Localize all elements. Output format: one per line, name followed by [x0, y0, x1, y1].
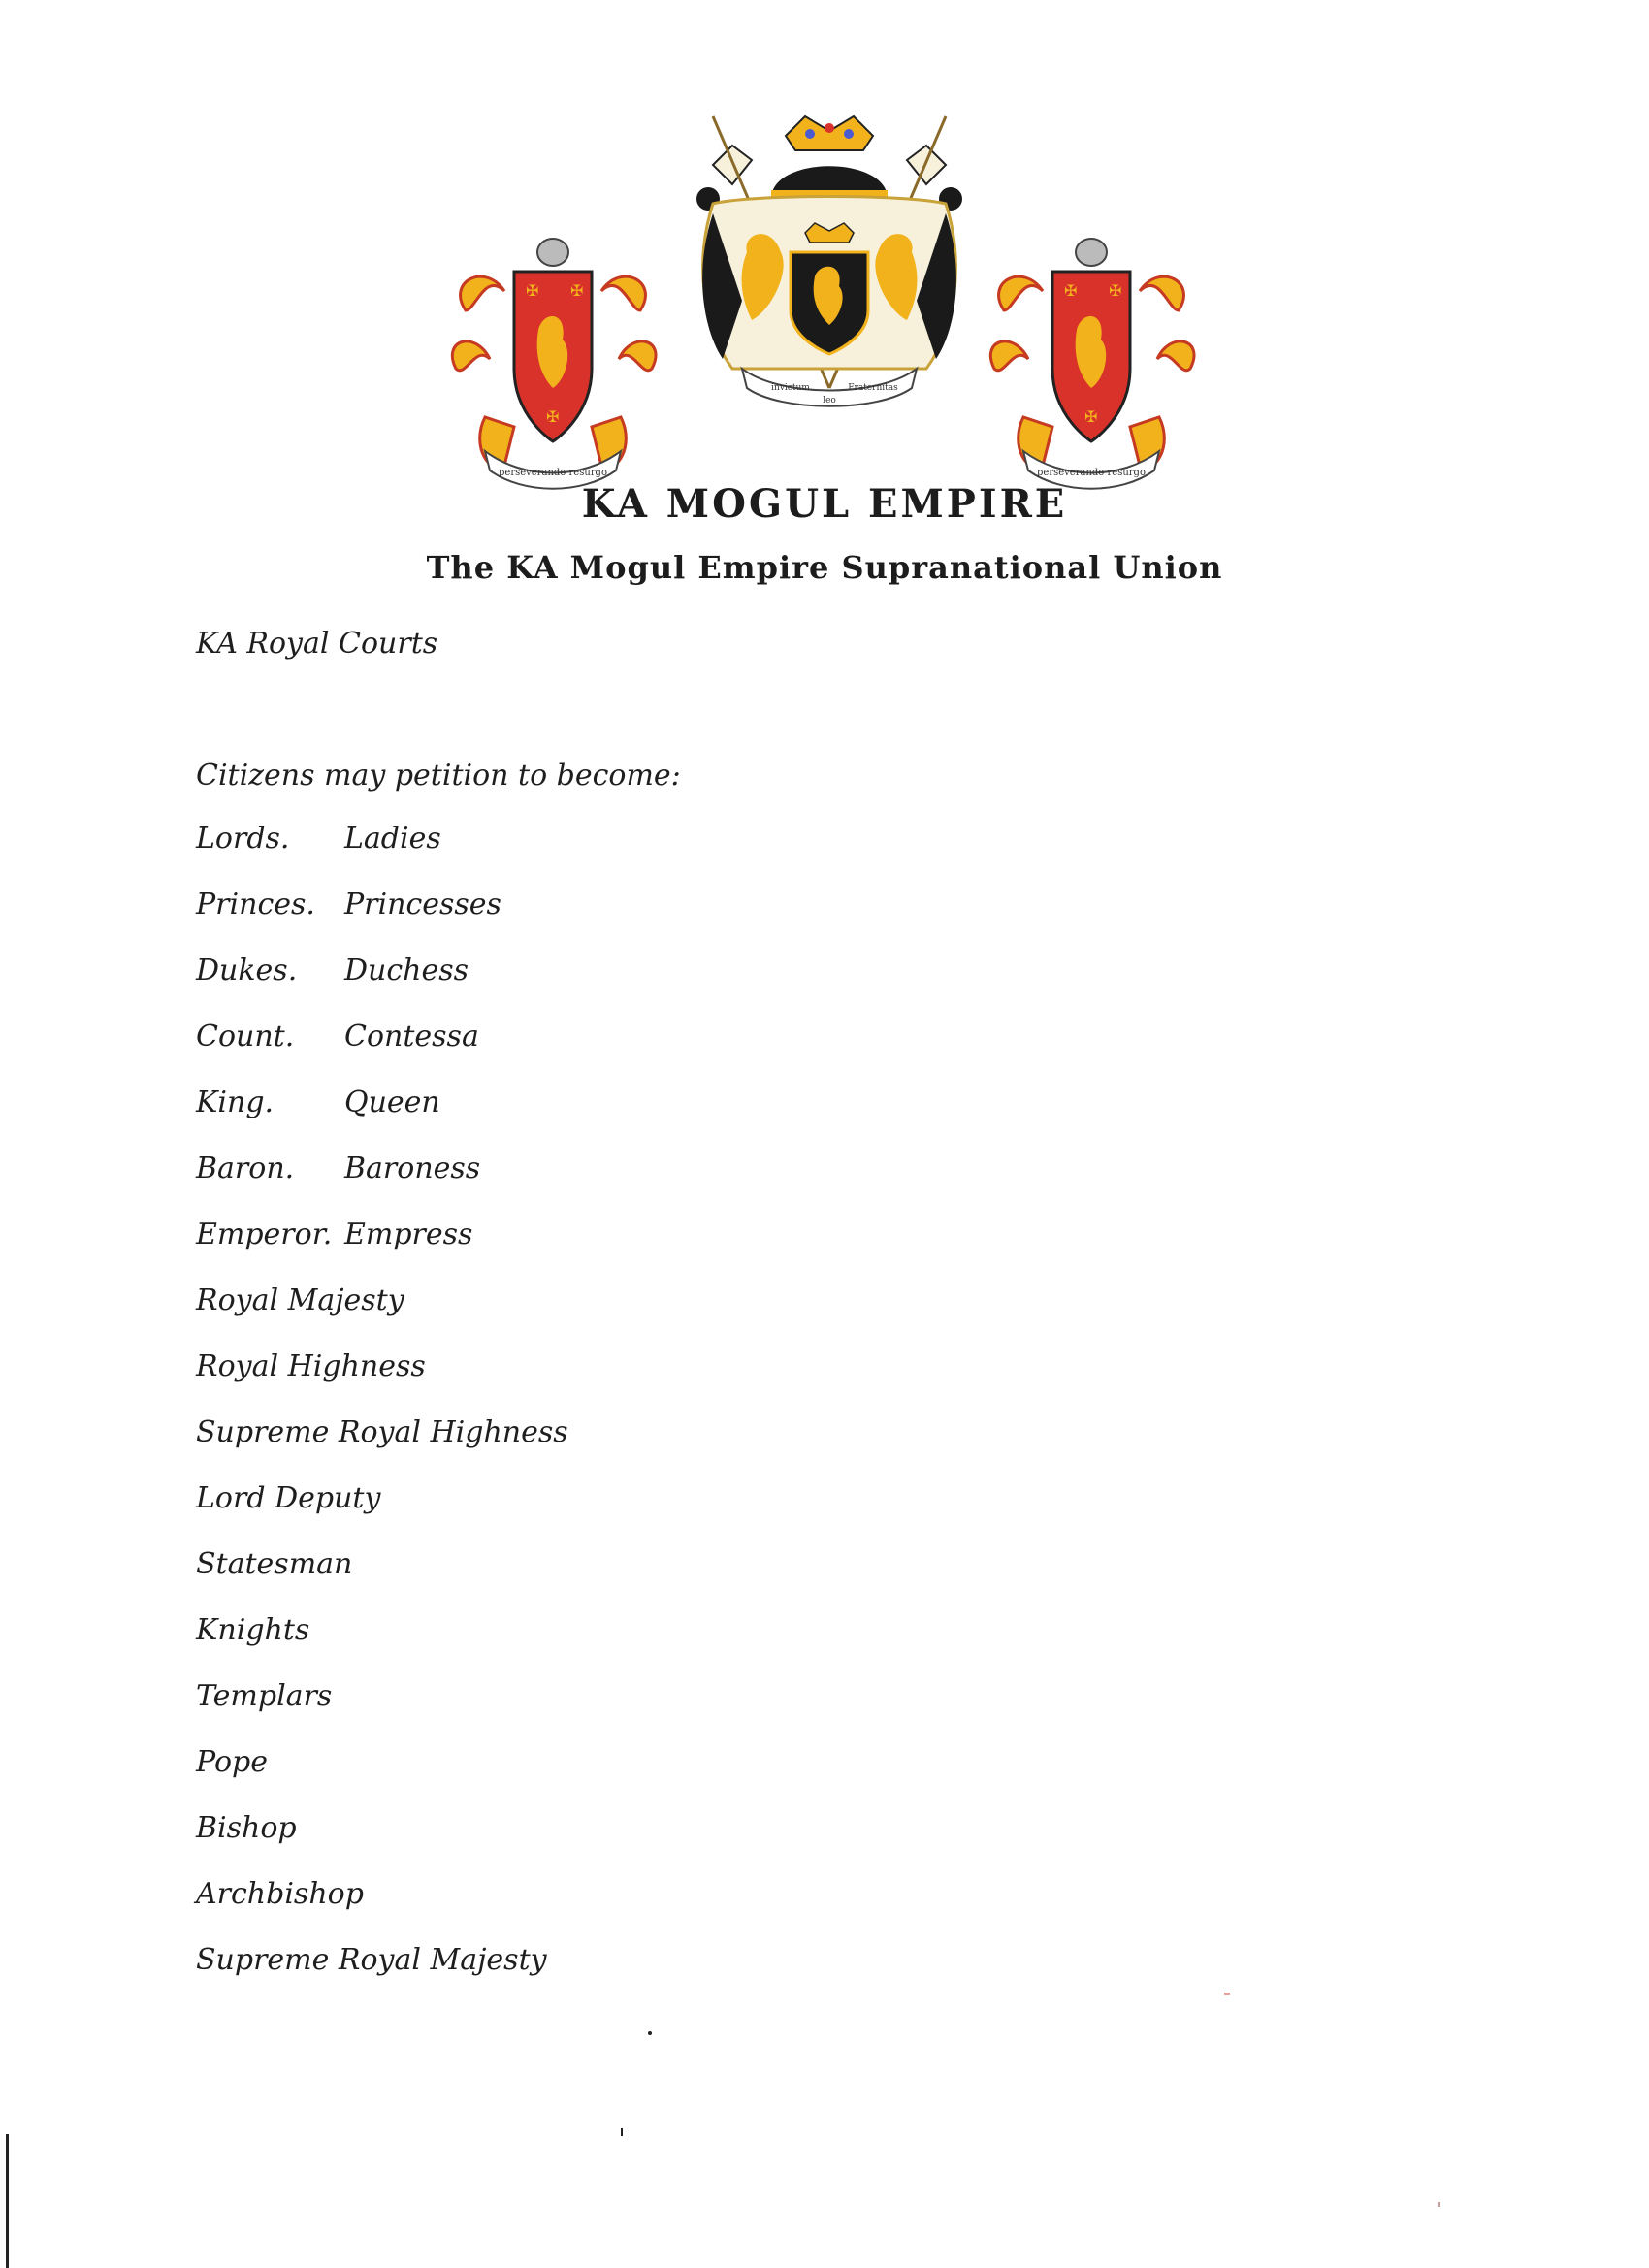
title-item: Supreme Royal Majesty	[196, 1943, 547, 1977]
female-title: Empress	[344, 1217, 473, 1251]
titles-list	[196, 823, 568, 2010]
center-crest	[696, 116, 962, 406]
document-title: KA MOGUL EMPIRE	[581, 481, 1068, 527]
title-item: Bishop	[196, 1811, 297, 1845]
title-item: Royal Highness	[196, 1349, 426, 1383]
female-title: Princesses	[344, 888, 501, 922]
scan-speck	[648, 2031, 652, 2035]
right-crest	[990, 239, 1194, 489]
document-subtitle: The KA Mogul Empire Supranational Union	[426, 549, 1223, 586]
title-item: Templars	[196, 1679, 333, 1713]
title-item: Pope	[196, 1745, 268, 1779]
title-item: Supreme Royal Highness	[196, 1415, 568, 1449]
female-title: Baroness	[344, 1151, 481, 1185]
title-pair-row	[196, 955, 568, 1021]
female-title: Contessa	[344, 1020, 479, 1053]
title-item: Royal Majesty	[196, 1283, 404, 1317]
title-pair-row	[196, 823, 568, 889]
center-crest-motto-left: invictum	[771, 383, 810, 393]
female-title: Queen	[344, 1085, 440, 1119]
scan-speck	[1438, 2202, 1440, 2207]
male-title: Count.	[196, 1020, 295, 1053]
male-title: Princes.	[196, 888, 315, 922]
svg-text:✠: ✠	[526, 281, 539, 300]
svg-text:✠: ✠	[546, 407, 560, 426]
male-title: Baron.	[196, 1151, 295, 1185]
title-item: Archbishop	[196, 1877, 364, 1911]
svg-text:✠: ✠	[570, 281, 584, 300]
scan-edge-line	[6, 2134, 9, 2268]
right-crest-motto: perseverando resurgo	[1037, 468, 1146, 478]
svg-text:✠: ✠	[1064, 281, 1078, 300]
coat-of-arms-banner	[446, 107, 1212, 478]
center-crest-motto-bottom: leo	[823, 396, 836, 405]
center-crest-motto-right: Fraternitas	[848, 383, 898, 393]
title-pair-row	[196, 1152, 568, 1218]
title-pair-row	[196, 1086, 568, 1152]
female-title: Ladies	[344, 822, 441, 856]
female-title: Duchess	[344, 954, 469, 988]
male-title: Emperor.	[196, 1217, 333, 1251]
title-pair-row	[196, 889, 568, 955]
title-item: Statesman	[196, 1547, 353, 1581]
left-crest-motto: perseverando resurgo	[499, 468, 607, 478]
scan-speck	[621, 2128, 623, 2136]
male-title: Lords.	[196, 822, 290, 856]
courts-label: KA Royal Courts	[196, 627, 438, 661]
title-item: Lord Deputy	[196, 1481, 381, 1515]
left-crest	[452, 239, 656, 489]
svg-text:✠: ✠	[1084, 407, 1098, 426]
scan-speck	[1224, 1993, 1230, 1995]
title-item: Knights	[196, 1613, 310, 1647]
coat-of-arms-illustration	[446, 107, 1212, 478]
title-pair-row	[196, 1021, 568, 1086]
title-pair-row	[196, 1218, 568, 1284]
petition-intro: Citizens may petition to become:	[196, 759, 681, 793]
svg-text:✠: ✠	[1109, 281, 1122, 300]
male-title: King.	[196, 1085, 275, 1119]
male-title: Dukes.	[196, 954, 298, 988]
